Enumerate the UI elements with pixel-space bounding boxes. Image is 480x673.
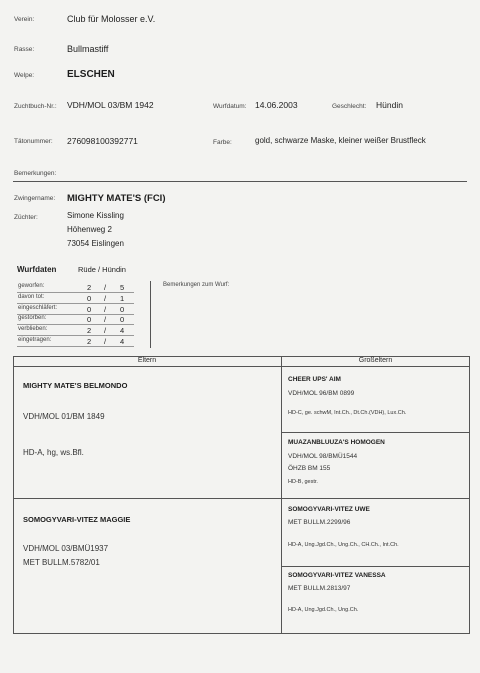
wurf-bemerkungen-label: Bemerkungen zum Wurf:	[163, 282, 230, 288]
wurfdatum-value: 14.06.2003	[255, 100, 298, 110]
farbe-value: gold, schwarze Maske, kleiner weißer Brustfleck	[255, 136, 426, 145]
father-health: HD-A, hg, ws.Bfl.	[23, 448, 84, 457]
zuechter-line-3: 73054 Eislingen	[67, 239, 124, 248]
taeto-label: Tätonummer:	[14, 138, 53, 145]
wurf-row-rueden: 0	[87, 304, 92, 314]
gp-line-1	[281, 432, 469, 433]
grosseltern-header: Großeltern	[358, 357, 393, 364]
mother-reg-2: MET BULLM.5782/01	[23, 558, 100, 567]
wurf-row-label: eingetragen:	[18, 337, 52, 343]
mother-name: SOMOGYVARI-VITEZ MAGGIE	[23, 515, 131, 524]
wurf-row-slash: /	[104, 315, 107, 325]
gp1-reg: VDH/MOL 96/BM 0899	[288, 390, 355, 397]
wurf-row-label: eingeschläfert:	[18, 304, 58, 311]
welpe-value: ELSCHEN	[67, 69, 115, 80]
gp1-titles: HD-C, ge. schwM, Int.Ch., Dt.Ch.(VDH), Lux.Ch.	[288, 410, 407, 416]
gp3-reg: MET BULLM.2299/96	[288, 519, 351, 526]
gp2-reg-2: ÖHZB BM 155	[288, 465, 331, 472]
wurf-row-label: geworfen:	[18, 283, 45, 289]
wurf-row-rueden: 0	[87, 315, 92, 325]
gp4-name: SOMOGYVARI-VITEZ VANESSA	[288, 572, 386, 579]
gp3-titles: HD-A, Ung.Jgd.Ch., Ung.Ch., CH.Ch., Int.Ch.	[288, 542, 399, 548]
father-reg: VDH/MOL 01/BM 1849	[23, 412, 105, 421]
gp3-name: SOMOGYVARI-VITEZ UWE	[288, 506, 370, 513]
wurf-row-label: verblieben:	[18, 326, 48, 333]
pedigree-header-line	[13, 366, 469, 367]
wurf-row-slash: /	[104, 304, 107, 314]
zuchtbuch-value: VDH/MOL 03/BM 1942	[67, 100, 154, 110]
mother-reg-1: VDH/MOL 03/BMÜ1937	[23, 544, 109, 553]
bemerkungen-label: Bemerkungen:	[14, 170, 57, 177]
gp2-reg-1: VDH/MOL 98/BMÜ1544	[288, 453, 358, 460]
geschlecht-value: Hündin	[376, 100, 403, 110]
pedigree-table	[13, 356, 470, 634]
wurf-row-huendinnen: 4	[120, 326, 125, 336]
gp2-name: MUAZANBLUUZA'S HOMOGEN	[288, 439, 385, 446]
wurf-row-huendinnen: 4	[120, 337, 125, 346]
verein-value: Club für Molosser e.V.	[67, 14, 156, 24]
zuechter-label: Züchter:	[14, 214, 38, 221]
pedigree-vline	[281, 356, 282, 633]
wurfdaten-col-header: Rüde / Hündin	[78, 265, 126, 274]
zwingername-label: Zwingername:	[14, 195, 56, 202]
wurf-row-rueden: 2	[87, 326, 92, 336]
wurf-row-slash: /	[104, 337, 107, 346]
zwingername-value: MIGHTY MATE'S (FCI)	[67, 193, 166, 204]
welpe-label: Welpe:	[14, 72, 35, 79]
geschlecht-label: Geschlecht:	[332, 103, 367, 110]
gp-line-2	[281, 566, 469, 567]
wurf-row-huendinnen: 5	[120, 283, 125, 292]
rasse-value: Bullmastiff	[67, 44, 109, 54]
verein-label: Verein:	[14, 16, 35, 23]
gp4-reg: MET BULLM.2813/97	[288, 585, 351, 592]
wurf-row-rueden: 2	[87, 337, 92, 346]
wurf-row-huendinnen: 0	[120, 315, 125, 325]
wurfdatum-label: Wurfdatum:	[213, 103, 247, 110]
wurfdaten-title: Wurfdaten	[17, 265, 57, 274]
gp2-titles: HD-B, gestr.	[288, 479, 318, 485]
gp1-name: CHEER UPS' AIM	[288, 376, 341, 383]
wurf-row-underline	[17, 346, 134, 347]
divider	[13, 181, 467, 182]
wurf-row-huendinnen: 1	[120, 293, 125, 303]
zuechter-line-1: Simone Kissling	[67, 211, 124, 220]
pedigree-mid-line	[13, 498, 469, 499]
eltern-header: Eltern	[137, 357, 157, 364]
farbe-label: Farbe:	[213, 139, 232, 146]
zuechter-line-2: Höhenweg 2	[67, 225, 112, 234]
wurf-row-slash: /	[104, 293, 107, 303]
wurf-row-label: gestorben:	[18, 315, 47, 322]
taeto-value: 276098100392771	[67, 136, 138, 146]
wurf-row-rueden: 0	[87, 293, 92, 303]
zuchtbuch-label: Zuchtbuch-Nr.:	[14, 103, 57, 110]
rasse-label: Rasse:	[14, 46, 35, 53]
father-name: MIGHTY MATE'S BELMONDO	[23, 381, 128, 390]
gp4-titles: HD-A, Ung.Jgd.Ch., Ung.Ch.	[288, 607, 359, 613]
wurf-row-slash: /	[104, 283, 107, 292]
wurf-row-slash: /	[104, 326, 107, 336]
wurf-row-huendinnen: 0	[120, 304, 125, 314]
wurf-row-label: davon tot:	[18, 293, 45, 300]
wurfdaten-vline	[150, 281, 151, 348]
wurf-row-rueden: 2	[87, 283, 92, 292]
